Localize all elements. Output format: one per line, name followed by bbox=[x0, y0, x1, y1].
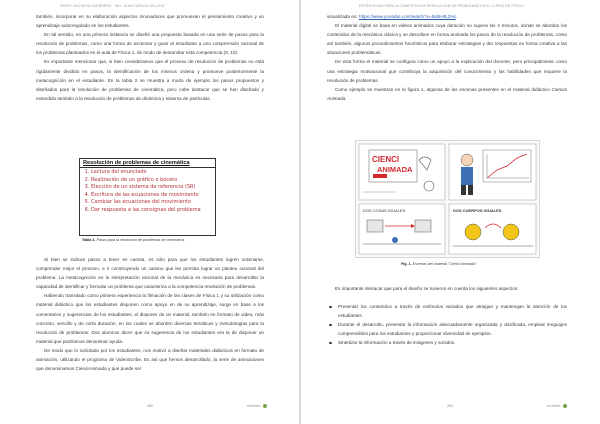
youtube-link[interactable]: https://www.youtube.com/watch?v=8sbIHtLZAk bbox=[359, 14, 456, 19]
scene-label: DOS COSAS IGUALES bbox=[363, 208, 406, 213]
paragraph: El material digital se basa en videos animados cuya duración no supera los 4 minutos, donde se abordan los contenidos de la mecánica clásica y se describen en forma animada los pasos de la resolución de problemas, como así también, algunos procedimientos heurísticos para elaborar estrategias y dar respuestas en forma creativa a las situaciones problemáticas. bbox=[327, 23, 567, 56]
body-text-top bbox=[327, 12, 567, 103]
body-text-top bbox=[36, 12, 264, 103]
list-item: 3. Elección de un sistema de referencia (SR) bbox=[91, 184, 215, 192]
scene-diagram bbox=[359, 204, 445, 254]
animation-scenes-figure bbox=[355, 140, 540, 258]
table-title: Resolución de problemas de cinemática bbox=[80, 159, 215, 168]
list-item: 2. Realización de un gráfico o boceto bbox=[91, 177, 215, 185]
running-head: FREDY VALENCIA GUERRERO · ING. JUAN CARLOS VALLEJO bbox=[60, 4, 165, 8]
list-item: Presentar los contenidos a través de estímulos variados que atraigan y mantengan la atención de los estudiantes. bbox=[327, 302, 567, 320]
footer-brand: ev/Index bbox=[247, 404, 267, 408]
paragraph: también, incorporar en su elaboración aspectos innovadores que promuevan el pensamiento creativo y un aprendizaje autorregulado en los estudiantes. bbox=[36, 14, 264, 29]
footer-brand: ev/Index bbox=[547, 404, 567, 408]
page-number: 283 bbox=[447, 404, 453, 408]
scene-bodies bbox=[449, 204, 536, 254]
paragraph: visualizada en: https://www.youtube.com/watch?v=8sbIHtLZAk. bbox=[327, 14, 458, 19]
paragraph: Es importante mencionar que, si bien consideramos que el proceso de resolución de problemas no está rígidamente dividido en pasos, la identificación de los mismos ordena y promueve posteriormente la metacognición en el estudiante. En la tabla 2 se muestra a modo de ejemplo los pasos propuestos y diseñados para la resolución de problemas de cinemática, pero cabe destacar que se han diseñado y extendido también a la resolución de problemas de dinámica y sistema de partículas. bbox=[36, 59, 264, 101]
body-text-bottom bbox=[327, 284, 567, 293]
figure-caption: Fig. 1. Escenas del material "Cienci Animada". bbox=[401, 262, 478, 266]
logo-text: ANIMADA bbox=[377, 165, 413, 174]
list-item: Sintetizar la información a través de imágenes y sonidos. bbox=[327, 338, 567, 347]
page-number: 282 bbox=[147, 404, 153, 408]
scene-logo bbox=[359, 144, 445, 200]
paragraph: De modo que lo solicitado por los estudiantes, nos motivó a diseñar materiales didácticos en formato de animación, utilizando el programa de VideoScribe. Es así que hemos desarrollado, la serie de animaciones que denominamos CienciAnimada y que puede ser bbox=[36, 347, 264, 372]
paragraph: Como ejemplo se muestran en la figura 1, algunas de las escenas presentes en el material didáctico Ciencia Animada. bbox=[327, 86, 567, 101]
paragraph: De esta forma el material se configura como un apoyo a la explicación del docente, pero principalmente como una estrategia motivacional que contribuya la adquisición del conocimiento y las habilidades que requiere la resolución de problemas. bbox=[327, 59, 567, 83]
kinematics-steps-table bbox=[79, 158, 216, 236]
paragraph: Si bien se indican pasos a tener en cuenta, es sólo para que los estudiantes logren ordenarse, comprender mejor el proceso, e ir construyendo un camino que les permita lograr un planteo racional del problema. La metacognición en la interpretación racional de la mecánica es necesaria para desarrollar la capacidad de identificar y formular un problema que caracteriza a la competencia resolución de problemas. bbox=[36, 257, 264, 290]
list-item: Durante el desarrollo, presentar la información adecuadamente organizada y dosificada, emplear lenguajes comprensibles para los estudiantes y proporcionar diversidad de ejemplos. bbox=[327, 320, 567, 338]
running-head: ESTRATEGIAS PARA LA COMPETENCIA RESOLUCIÓN DE PROBLEMAS EN EL CURSO DE FÍSICA I bbox=[359, 4, 525, 8]
scene-label: DOS CUERPOS IGUALES bbox=[453, 208, 502, 213]
table-caption: Tabla 2. Pasos para la resolución de problemas de cinemática. bbox=[82, 238, 186, 242]
logo-text: CIENCI bbox=[372, 155, 400, 164]
list-item: 6. Dar respuesta a las consignas del problema bbox=[91, 207, 215, 215]
scene-character bbox=[449, 144, 536, 200]
brand-icon bbox=[563, 404, 567, 408]
brand-icon bbox=[263, 404, 267, 408]
steps-list bbox=[80, 169, 215, 215]
body-text-bottom bbox=[36, 255, 264, 373]
list-item: 4. Escritura de las ecuaciones de movimiento bbox=[91, 192, 215, 200]
paragraph: Habiendo transitado como primera experiencia la filmación de las clases de Física 1 y su utilización como material didáctico que los estudiantes disponen como apoyo en de su aprendizaje, surge en base a los comentarios y sugerencias de los estudiantes, el disponer de un material, también en formato de video, más concreto, sencillo y de corta duración, en los cuales se aborden diversas temáticas y metodologías para la resolución de problemas. Dos alumnos dicen que su sugerencia de los estudiantes era la de disponer un material que podríamos denominar ayuda. bbox=[36, 293, 264, 344]
list-item: 1. Lectura del enunciado bbox=[91, 169, 215, 177]
paragraph: En tal sentido, en una primera instancia se diseñó una propuesta basada en una serie de pasos para la resolución de problemas, como una forma de ascensar y guiar al estudiante a una comprensión racional de los problemas planteados en el aula de Física 1, de modo de desarrollar esta competencia (9, 10). bbox=[36, 32, 264, 56]
list-item: 5. Cambiar las ecuaciones del movimiento bbox=[91, 199, 215, 207]
right-page bbox=[301, 0, 600, 424]
paragraph: Es importante destacar que para el diseño se tuvieron en cuenta los siguientes aspectos: bbox=[335, 286, 519, 291]
left-page bbox=[0, 0, 299, 424]
design-aspects-list bbox=[327, 302, 567, 347]
